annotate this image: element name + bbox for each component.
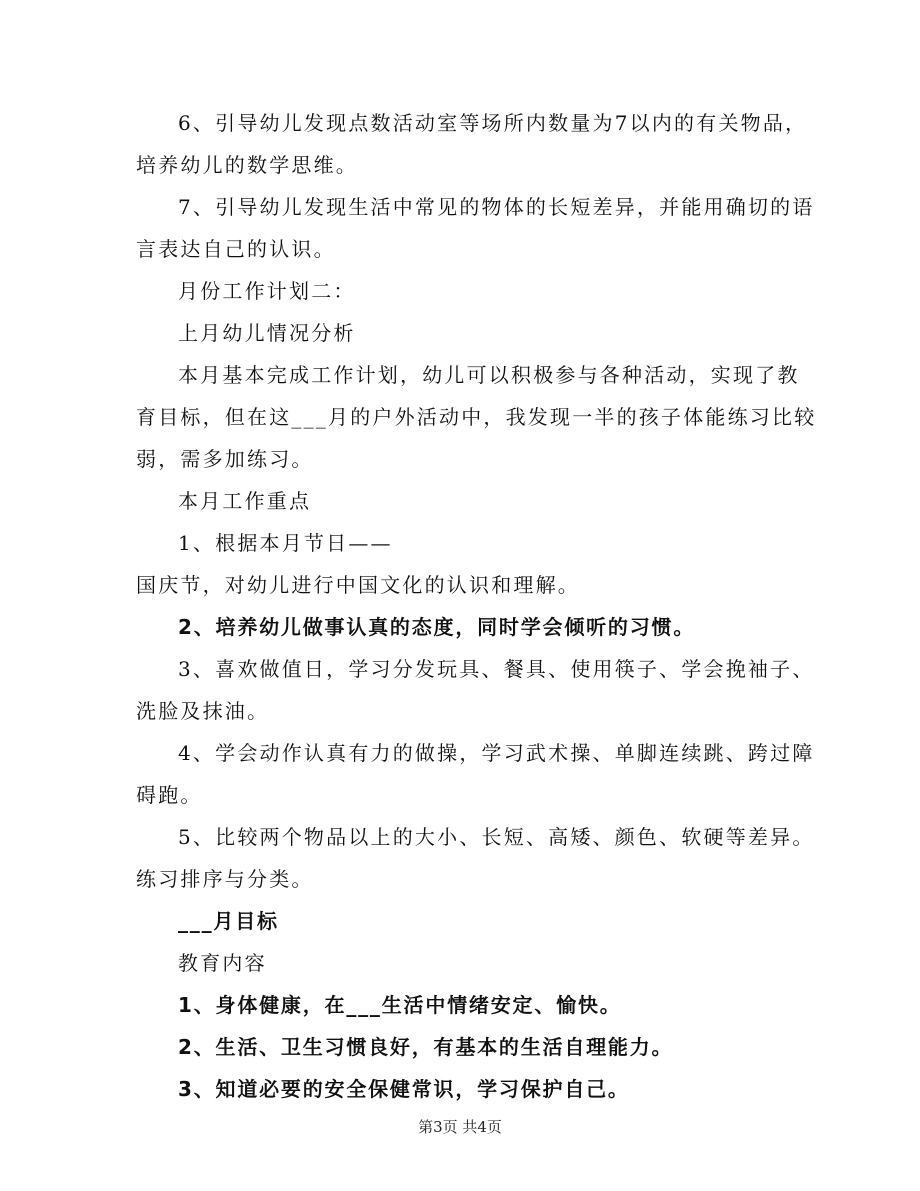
paragraph-line: 培养幼儿的数学思维。	[136, 153, 358, 177]
list-item: 2、培养幼儿做事认真的态度，同时学会倾听的习惯。	[178, 615, 696, 639]
list-item: 4、学会动作认真有力的做操，学习武术操、单脚连续跳、跨过障	[178, 741, 815, 765]
paragraph-line: 育目标，但在这___月的户外活动中，我发现一半的孩子体能练习比较	[136, 405, 817, 429]
paragraph-line: 言表达自己的认识。	[136, 237, 336, 261]
section-heading: 上月幼儿情况分析	[178, 321, 356, 345]
page-number-footer: 第3页 共4页	[418, 1118, 502, 1136]
paragraph-line: 碍跑。	[136, 783, 203, 807]
list-item: 1、身体健康，在___生活中情绪安定、愉快。	[178, 993, 622, 1017]
paragraph-line: 弱，需多加练习。	[136, 447, 314, 471]
list-item: 3、喜欢做值日，学习分发玩具、餐具、使用筷子、学会挽袖子、	[178, 657, 815, 681]
list-item: 5、比较两个物品以上的大小、长短、高矮、颜色、软硬等差异。	[178, 825, 815, 849]
section-heading: ___月目标	[178, 909, 279, 933]
paragraph-line: 练习排序与分类。	[136, 867, 314, 891]
list-item: 3、知道必要的安全保健常识，学习保护自己。	[178, 1077, 630, 1101]
section-heading: 本月工作重点	[178, 489, 312, 513]
section-heading: 教育内容	[178, 951, 267, 975]
paragraph-line: 洗脸及抹油。	[136, 699, 270, 723]
list-item: 1、根据本月节日——	[178, 531, 393, 555]
list-item: 2、生活、卫生习惯良好，有基本的生活自理能力。	[178, 1035, 674, 1059]
paragraph-line: 国庆节，对幼儿进行中国文化的认识和理解。	[136, 573, 580, 597]
paragraph-line: 6、引导幼儿发现点数活动室等场所内数量为7以内的有关物品，	[178, 111, 808, 135]
paragraph-line: 本月基本完成工作计划，幼儿可以积极参与各种活动，实现了教	[178, 363, 800, 387]
paragraph-line: 7、引导幼儿发现生活中常见的物体的长短差异，并能用确切的语	[178, 195, 815, 219]
section-heading: 月份工作计划二：	[178, 279, 356, 303]
